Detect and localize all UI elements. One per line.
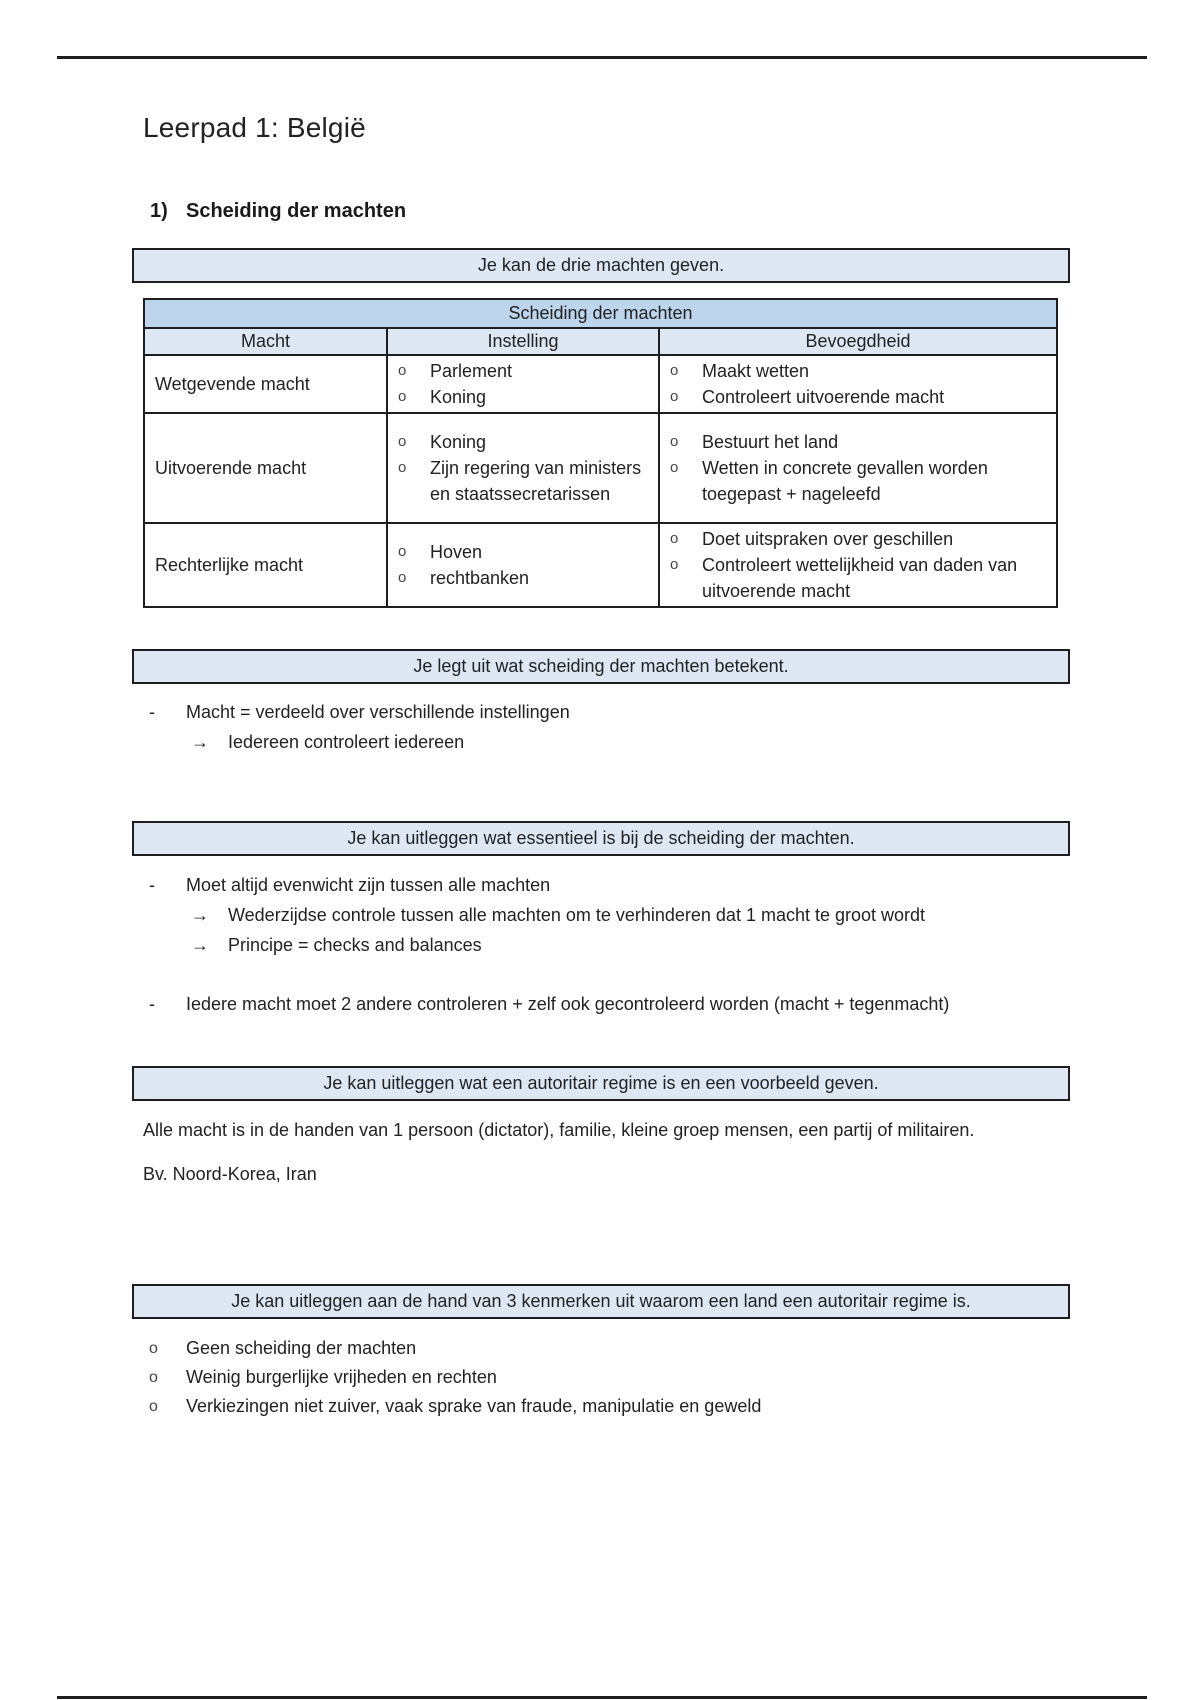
list-item: o Koning bbox=[396, 429, 650, 455]
table-row bbox=[144, 355, 1057, 413]
table-row bbox=[144, 523, 1057, 607]
arrow-right-icon: → bbox=[191, 905, 209, 925]
list-item: o Parlement bbox=[396, 358, 650, 384]
instelling-cell bbox=[387, 413, 659, 523]
objective-box: Je kan uitleggen wat een autoritair regime is en een voorbeeld geven. bbox=[132, 1066, 1070, 1101]
objective-box: Je kan uitleggen wat essentieel is bij de scheiding der machten. bbox=[132, 821, 1070, 856]
list-item: o Koning bbox=[396, 384, 650, 410]
column-header-instelling: Instelling bbox=[387, 328, 659, 355]
list-subitem bbox=[143, 930, 949, 960]
list-subitem-text: Wederzijdse controle tussen alle machten om te verhinderen dat 1 macht te groot wordt bbox=[228, 905, 926, 925]
essentieel-list bbox=[143, 870, 949, 1019]
section-heading bbox=[150, 200, 406, 223]
list-item-text: Moet altijd evenwicht zijn tussen alle machten bbox=[186, 875, 551, 895]
list-subitem bbox=[143, 900, 949, 930]
macht-cell: Uitvoerende macht bbox=[144, 413, 387, 523]
column-header-bevoegdheid: Bevoegdheid bbox=[659, 328, 1057, 355]
instelling-cell bbox=[387, 355, 659, 413]
macht-cell: Wetgevende macht bbox=[144, 355, 387, 413]
list-item bbox=[143, 1334, 761, 1363]
objective-box: Je kan de drie machten geven. bbox=[132, 248, 1070, 283]
list-item: o Maakt wetten bbox=[668, 358, 1048, 384]
bevoegdheid-cell bbox=[659, 355, 1057, 413]
list-item-text: Macht = verdeeld over verschillende instellingen bbox=[186, 702, 570, 722]
list-item: o Doet uitspraken over geschillen bbox=[668, 526, 1048, 552]
list-item-text: Geen scheiding der machten bbox=[186, 1338, 417, 1358]
macht-cell: Rechterlijke macht bbox=[144, 523, 387, 607]
list-subitem-text: Principe = checks and balances bbox=[228, 935, 482, 955]
arrow-right-icon: → bbox=[191, 935, 209, 955]
dash-bullet: - bbox=[149, 994, 155, 1014]
powers-table bbox=[143, 298, 1058, 608]
list-item-text: Verkiezingen niet zuiver, vaak sprake van fraude, manipulatie en geweld bbox=[186, 1396, 762, 1416]
section-number: 1) bbox=[150, 200, 168, 222]
kenmerken-list bbox=[143, 1334, 761, 1421]
example-text: Bv. Noord-Korea, Iran bbox=[143, 1164, 317, 1184]
list-item bbox=[143, 870, 949, 900]
list-item bbox=[143, 697, 570, 727]
definition-text: Alle macht is in de handen van 1 persoon (dictator), familie, kleine groep mensen, een partij of militairen. bbox=[143, 1120, 975, 1140]
list-item-text: Weinig burgerlijke vrijheden en rechten bbox=[186, 1367, 497, 1387]
column-header-macht: Macht bbox=[144, 328, 387, 355]
list-item-text: Iedere macht moet 2 andere controleren + zelf ook gecontroleerd worden (macht + tegenmacht) bbox=[186, 994, 950, 1014]
bevoegdheid-cell bbox=[659, 523, 1057, 607]
list-item: o Hoven bbox=[396, 539, 650, 565]
list-subitem-text: Iedereen controleert iedereen bbox=[228, 732, 465, 752]
dash-bullet: - bbox=[149, 875, 155, 895]
list-item: o Controleert uitvoerende macht bbox=[668, 384, 1048, 410]
page-bottom-rule bbox=[57, 1696, 1147, 1699]
objective-box: Je legt uit wat scheiding der machten betekent. bbox=[132, 649, 1070, 684]
objective-box: Je kan uitleggen aan de hand van 3 kenmerken uit waarom een land een autoritair regime is. bbox=[132, 1284, 1070, 1319]
page-title: Leerpad 1: België bbox=[143, 112, 366, 143]
dash-bullet: - bbox=[149, 702, 155, 722]
circle-bullet-icon: o bbox=[149, 1369, 158, 1386]
list-item: o rechtbanken bbox=[396, 565, 650, 591]
list-item bbox=[143, 1363, 761, 1392]
section-title: Scheiding der machten bbox=[186, 200, 407, 222]
list-subitem bbox=[143, 727, 570, 757]
instelling-cell bbox=[387, 523, 659, 607]
list-item: o Controleert wettelijkheid van daden van uitvoerende macht bbox=[668, 552, 1048, 604]
list-item bbox=[143, 989, 949, 1019]
list-item bbox=[143, 1392, 761, 1421]
arrow-right-icon: → bbox=[191, 732, 209, 752]
autoritair-definition bbox=[143, 1115, 1023, 1189]
list-item: o Zijn regering van ministers en staatssecretarissen bbox=[396, 455, 650, 507]
page-top-rule bbox=[57, 56, 1147, 59]
circle-bullet-icon: o bbox=[149, 1340, 158, 1357]
circle-bullet-icon: o bbox=[149, 1398, 158, 1415]
bevoegdheid-cell bbox=[659, 413, 1057, 523]
list-item: o Wetten in concrete gevallen worden toegepast + nageleefd bbox=[668, 455, 1048, 507]
table-caption: Scheiding der machten bbox=[144, 299, 1057, 328]
table-row bbox=[144, 413, 1057, 523]
betekenis-list bbox=[143, 697, 570, 757]
list-item: o Bestuurt het land bbox=[668, 429, 1048, 455]
